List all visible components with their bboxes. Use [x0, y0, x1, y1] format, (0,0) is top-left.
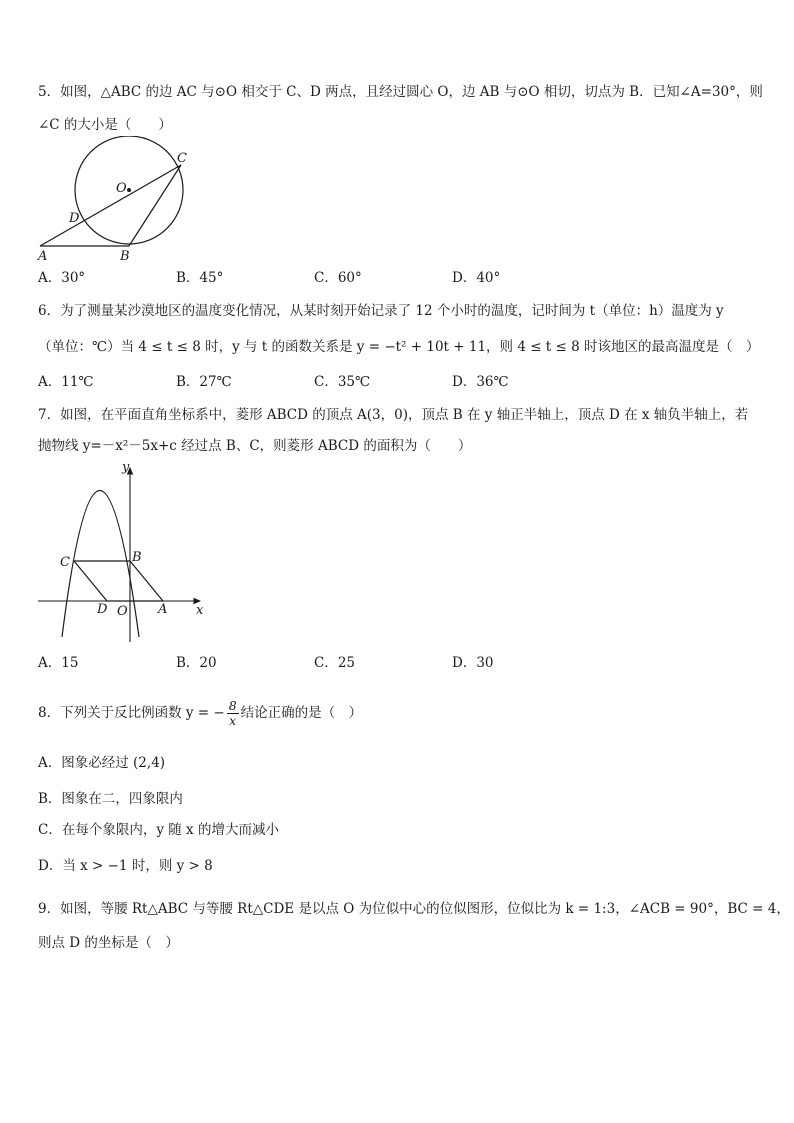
q7-rhombus [74, 561, 163, 601]
q7-label-b: B [132, 550, 142, 565]
q7-label-x: x [196, 603, 204, 618]
q8-stem-after: 结论正确的是（ ） [240, 705, 363, 721]
q5-option-b[interactable]: B．45° [176, 270, 224, 286]
q8-stem [38, 698, 362, 728]
q5-label-b: B [120, 249, 130, 264]
q7-label-a: A [158, 602, 168, 617]
q5-stem-line2: ∠C 的大小是（ ） [38, 117, 172, 133]
q5-label-o: O [116, 181, 127, 196]
q6-stem-line2: （单位：℃）当 4 ≤ t ≤ 8 时，y 与 t 的函数关系是 y = −t² + 10t + 11，则 4 ≤ t ≤ 8 时该地区的最高温度是（ ） [38, 339, 760, 355]
q7-figure [30, 462, 210, 647]
q7-label-c: C [60, 555, 70, 570]
q8-fraction [227, 699, 239, 728]
q7-label-y: y [122, 462, 130, 475]
q5-label-a: A [38, 249, 48, 264]
q9-stem-line1: 9．如图，等腰 Rt△ABC 与等腰 Rt△CDE 是以点 O 为位似中心的位似图形，位似比为 k = 1:3，∠ACB = 90°，BC = 4， [38, 901, 790, 917]
q8-option-b[interactable]: B．图象在二，四象限内 [38, 791, 183, 807]
q8-option-a[interactable]: A．图象必经过 (2,4) [38, 755, 166, 771]
q8-frac-num: 8 [228, 698, 237, 713]
q7-option-b[interactable]: B．20 [176, 655, 217, 671]
q8-stem-before: 8．下列关于反比例函数 y = − [38, 705, 225, 721]
q5-label-d: D [69, 211, 80, 226]
q7-stem-line1: 7．如图，在平面直角坐标系中，菱形 ABCD 的顶点 A(3，0)，顶点 B 在 y 轴正半轴上，顶点 D 在 x 轴负半轴上，若 [38, 407, 749, 423]
q6-option-a[interactable]: A．11℃ [38, 374, 94, 390]
q6-option-c[interactable]: C．35℃ [314, 374, 371, 390]
q5-stem-line1: 5．如图，△ABC 的边 AC 与⊙O 相交于 C、D 两点，且经过圆心 O，边 AB 与⊙O 相切，切点为 B．已知∠A=30°，则 [38, 84, 763, 100]
q7-label-d: D [97, 602, 108, 617]
q8-frac-den: x [229, 713, 237, 728]
q5-figure [30, 136, 205, 266]
q7-option-d[interactable]: D．30 [452, 655, 494, 671]
q8-option-c[interactable]: C．在每个象限内，y 随 x 的增大而减小 [38, 822, 279, 838]
q5-label-c: C [177, 151, 187, 166]
q7-option-c[interactable]: C．25 [314, 655, 356, 671]
q6-option-d[interactable]: D．36℃ [452, 374, 509, 390]
q9-stem-line2: 则点 D 的坐标是（ ） [38, 935, 179, 951]
q8-option-d[interactable]: D．当 x > −1 时，则 y > 8 [38, 858, 213, 874]
q5-line-bc [129, 165, 181, 246]
q5-option-d[interactable]: D．40° [452, 270, 501, 286]
q7-stem-line2: 抛物线 y=－x²－5x+c 经过点 B、C，则菱形 ABCD 的面积为（ ） [38, 438, 472, 454]
q7-label-o: O [117, 604, 128, 619]
q5-center-dot [127, 188, 131, 192]
q6-stem-line1: 6．为了测量某沙漠地区的温度变化情况，从某时刻开始记录了 12 个小时的温度，记时间为 t（单位：h）温度为 y [38, 303, 724, 319]
q6-option-b[interactable]: B．27℃ [176, 374, 232, 390]
q5-option-c[interactable]: C．60° [314, 270, 362, 286]
q7-option-a[interactable]: A．15 [38, 655, 79, 671]
q5-option-a[interactable]: A．30° [38, 270, 86, 286]
